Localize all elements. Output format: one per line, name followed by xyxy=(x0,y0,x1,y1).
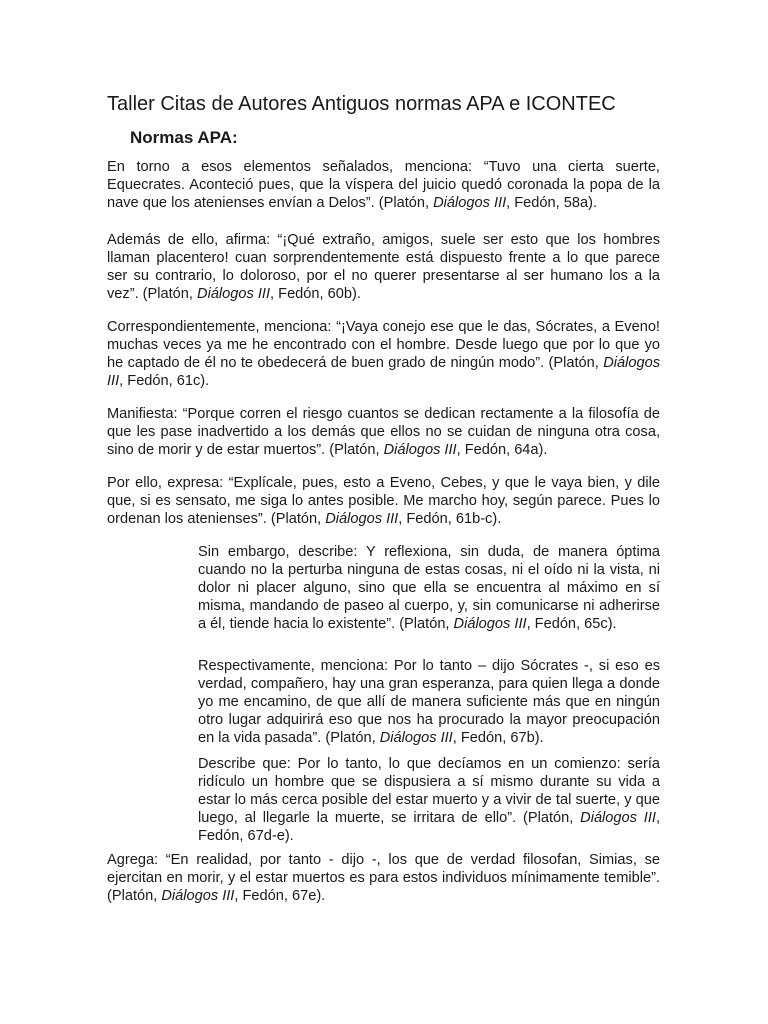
citation-work: Diálogos III xyxy=(161,888,235,904)
citation-locator: , Fedón, 67d-e). xyxy=(198,810,660,844)
paragraph-text: Por ello, expresa: “Explícale, pues, esto a Eveno, Cebes, y que le vaya bien, y dile que, si es sensato, me siga lo antes posible. Me marcho hoy, según parece. Pues lo ordenan los atenienses”. (Platón, xyxy=(107,475,660,527)
citation-work: Diálogos III xyxy=(107,355,660,389)
citation-locator: , Fedón, 67b). xyxy=(452,730,544,746)
paragraph-text: En torno a esos elementos señalados, menciona: “Tuvo una cierta suerte, Equecrates. Aconteció pues, que la víspera del juicio quedó coronada la popa de la nave que los atenienses envían a Delos”. (Platón, xyxy=(107,159,660,211)
citation-locator: , Fedón, 60b). xyxy=(270,286,361,302)
section-heading: Normas APA: xyxy=(130,128,238,147)
citation-work: Diálogos III xyxy=(379,730,453,746)
citation-locator: , Fedón, 61b-c). xyxy=(398,511,502,527)
paragraph-5 xyxy=(107,474,660,528)
citation-locator: , Fedón, 65c). xyxy=(526,616,617,632)
quote-text: Respectivamente, menciona: Por lo tanto – dijo Sócrates -, si eso es verdad, compañero, hay una gran esperanza, para quien llega a donde yo me encamino, de que allí de manera suficiente más que en ningún otro lugar adquirirá eso que nos ha procurado la mayor preocupación en la vida pasada”. (Platón, xyxy=(198,658,660,746)
paragraph-2 xyxy=(107,231,660,303)
block-quote-1 xyxy=(198,543,660,633)
paragraph-1 xyxy=(107,158,660,212)
citation-locator: , Fedón, 61c). xyxy=(119,373,210,389)
citation-locator: , Fedón, 64a). xyxy=(456,442,548,458)
citation-work: Diálogos III xyxy=(453,616,527,632)
quote-text: Describe que: Por lo tanto, lo que decíamos en un comienzo: sería ridículo un hombre que se dispusiera a sí mismo durante su vida a estar lo más cerca posible del estar muerto y a vivir de tal suerte, y que luego, al llegarle la muerte, se irritara de ello”. (Platón, xyxy=(198,756,660,826)
citation-locator: , Fedón, 58a). xyxy=(506,195,598,211)
citation-work: Diálogos III xyxy=(383,442,457,458)
paragraph-text: Correspondientemente, menciona: “¡Vaya conejo ese que le das, Sócrates, a Eveno! muchas veces ya me he encontrado con el hombre. Desde luego que por lo que yo he captado de él no te obedecerá de buen grado de ningún modo”. (Platón, xyxy=(107,319,660,371)
document-title: Taller Citas de Autores Antiguos normas APA e ICONTEC xyxy=(107,93,616,115)
quote-text: Sin embargo, describe: Y reflexiona, sin duda, de manera óptima cuando no la perturba ninguna de estas cosas, ni el oído ni la vista, ni dolor ni placer alguno, sino que ella se encuentra al máximo en sí misma, mandando de paseo al cuerpo, y, sin comunicarse ni adherirse a él, tiende hacia lo existente”. (Platón, xyxy=(198,544,660,632)
closing-paragraph xyxy=(107,851,660,905)
citation-locator: , Fedón, 67e). xyxy=(234,888,326,904)
block-quote-3 xyxy=(198,755,660,845)
paragraph-text: Manifiesta: “Porque corren el riesgo cuantos se dedican rectamente a la filosofía de que les pase inadvertido a los demás que ellos no se cuidan de ninguna otra cosa, sino de morir y de estar muertos”. (Platón, xyxy=(107,406,660,458)
citation-work: Diálogos III xyxy=(325,511,399,527)
citation-work: Diálogos III xyxy=(197,286,271,302)
citation-work: Diálogos III xyxy=(433,195,507,211)
paragraph-4 xyxy=(107,405,660,459)
paragraph-text: Agrega: “En realidad, por tanto - dijo -, los que de verdad filosofan, Simias, se ejercitan en morir, y el estar muertos es para estos individuos mínimamente temible”. (Platón, xyxy=(107,852,660,904)
block-quote-2 xyxy=(198,657,660,747)
paragraph-3 xyxy=(107,318,660,390)
paragraph-text: Además de ello, afirma: “¡Qué extraño, amigos, suele ser esto que los hombres llaman placentero! cuan sorprendentemente está dispuesto frente a lo que parece ser su contrario, lo doloroso, por el no querer presentarse al ser humano los a la vez”. (Platón, xyxy=(107,232,660,302)
citation-work: Diálogos III xyxy=(580,810,656,826)
